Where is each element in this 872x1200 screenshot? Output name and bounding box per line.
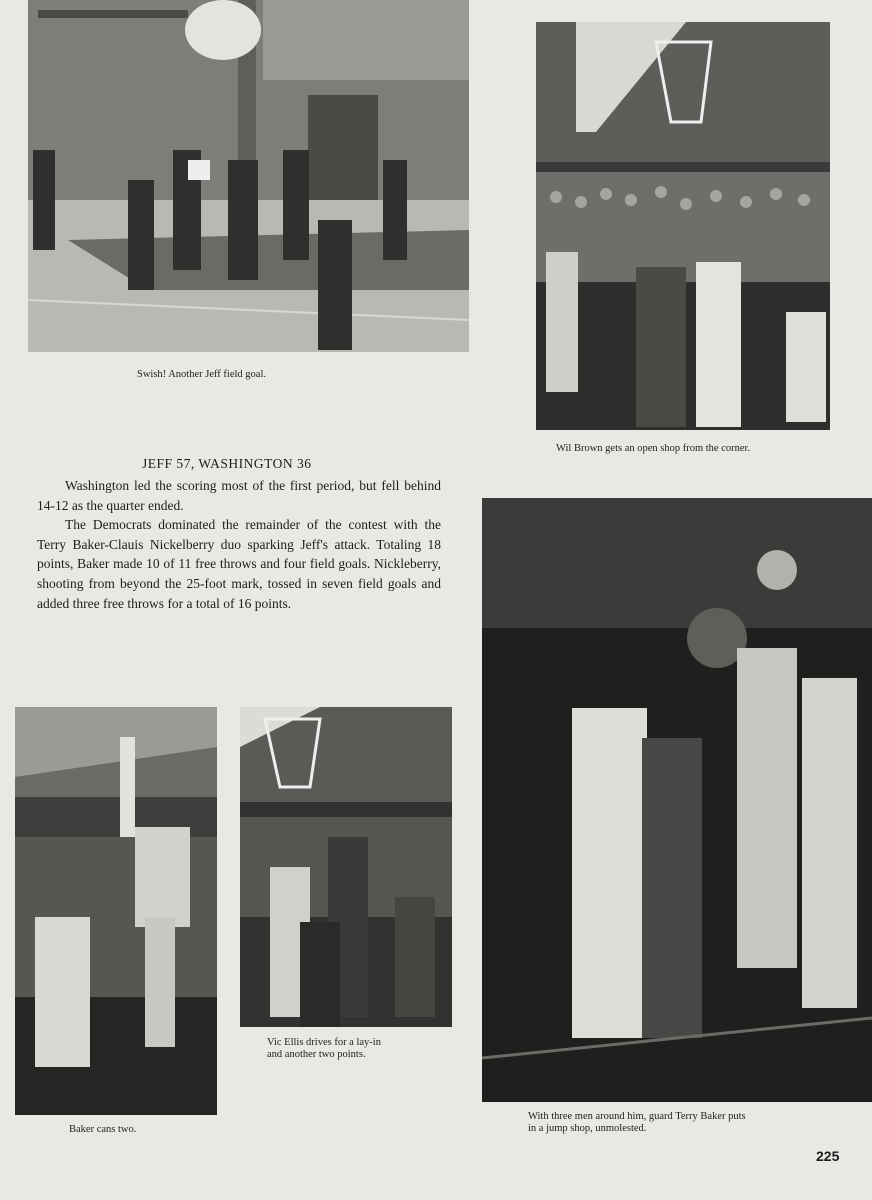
photo-terry-baker-jump-shot	[482, 498, 872, 1102]
caption-baker-cans-two: Baker cans two.	[69, 1124, 137, 1135]
photo-vic-ellis	[240, 707, 452, 1027]
photo-field-goal	[28, 0, 469, 352]
page-number: 225	[816, 1148, 840, 1164]
caption-wil-brown: Wil Brown gets an open shop from the corner.	[556, 443, 751, 454]
article-paragraph: Washington led the scoring most of the first period, but fell behind 14-12 as the quarter ended.	[37, 478, 441, 513]
photo-wil-brown	[536, 22, 830, 430]
caption-vic-ellis: Vic Ellis drives for a lay-in and another two points.	[267, 1037, 381, 1060]
article-paragraph: The Democrats dominated the remainder of the contest with the Terry Baker-Clauis Nickelberry duo sparking Jeff's attack. Totaling 18 points, Baker made 10 of 11 free throws and four field goals. Nickleberry, shooting from beyond the 25-foot mark, tossed in seven field goals and added three free throws for a total of 16 points.	[37, 517, 441, 611]
photo-baker-cans-two	[15, 707, 217, 1115]
article-heading: JEFF 57, WASHINGTON 36	[142, 456, 312, 471]
caption-field-goal: Swish! Another Jeff field goal.	[137, 369, 266, 380]
caption-terry-baker-jump-shot: With three men around him, guard Terry Baker puts in a jump shop, unmolested.	[528, 1111, 746, 1134]
article-body	[37, 476, 441, 613]
